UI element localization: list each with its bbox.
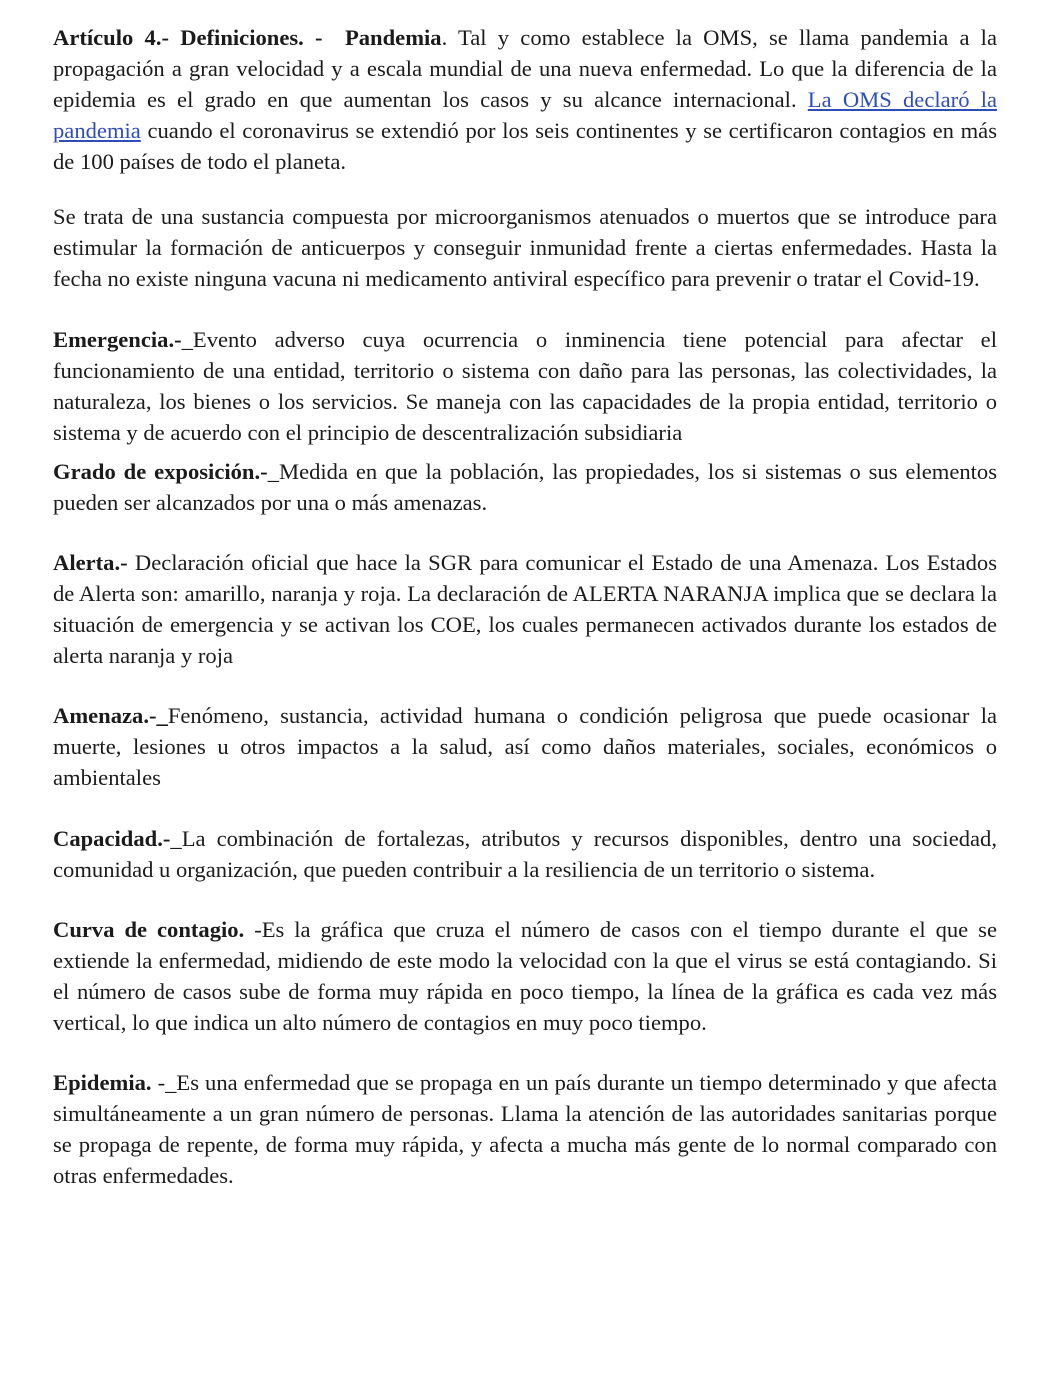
term-curva-contagio: Curva de contagio. — [53, 917, 245, 942]
capacidad-text: _La combinación de fortalezas, atributos y recursos disponibles, dentro una sociedad, comunidad u organización, que pueden contribuir a la resiliencia de un territorio o sistema. — [53, 826, 997, 882]
amenaza-text: Fenómeno, sustancia, actividad humana o condición peligrosa que puede ocasionar la muerte, lesiones u otros impactos a la salud, así como daños materiales, sociales, económicos o ambientales — [53, 703, 997, 790]
term-grado-exposicion: Grado de exposición.- — [53, 459, 268, 484]
term-capacidad: Capacidad.- — [53, 826, 171, 851]
oms-pandemia-link[interactable]: La OMS declaró la pandemia — [53, 87, 997, 143]
definition-vacuna: Se trata de una sustancia compuesta por microorganismos atenuados o muertos que se introduce para estimular la formación de anticuerpos y conseguir inmunidad frente a ciertas enfermedades. Hasta la fecha no existe ninguna vacuna ni medicamento antiviral específico para prevenir o tratar el Covid-19. — [53, 204, 997, 291]
term-pandemia: Pandemia — [344, 25, 442, 50]
term-amenaza: Amenaza.-_ — [53, 703, 168, 728]
document-page — [53, 22, 997, 1191]
emergencia-text: _Evento adverso cuya ocurrencia o inminencia tiene potencial para afectar el funcionamiento de una entidad, territorio o sistema con daño para las personas, las colectividades, la naturaleza, los bienes o los servicios. Se maneja con las capacidades de la propia entidad, territorio o sistema y de acuerdo con el principio de descentralización subsidiaria — [53, 327, 997, 445]
grado-exposicion-text: _Medida en que la población, las propiedades, los si sistemas o sus elementos pueden ser alcanzados por una o más amenazas. — [53, 459, 998, 515]
definition-grado-exposicion — [53, 456, 997, 518]
curva-contagio-text: -Es la gráfica que cruza el número de casos con el tiempo durante el que se extiende la enfermedad, midiendo de este modo la velocidad con la que el virus se está contagiando. Si el número de casos sube de forma muy rápida en poco tiempo, la línea de la gráfica es cada vez más vertical, lo que indica un alto número de contagios en muy poco tiempo. — [53, 917, 997, 1035]
term-alerta: Alerta.- — [53, 550, 128, 575]
definition-curva-contagio — [53, 914, 997, 1038]
definition-amenaza — [53, 700, 997, 793]
definition-capacidad — [53, 823, 997, 885]
epidemia-text: -_Es una enfermedad que se propaga en un país durante un tiempo determinado y que afecta simultáneamente a un gran número de personas. Llama la atención de las autoridades sanitarias porque se propaga de repente, de forma muy rápida, y afecta a mucha más gente de lo normal comparado con otras enfermedades. — [53, 1070, 997, 1188]
article-heading: Artículo 4.- Definiciones. - — [53, 25, 323, 50]
term-emergencia: Emergencia.- — [53, 327, 182, 352]
definition-epidemia — [53, 1067, 997, 1191]
pandemia-text-continued: cuando el coronavirus se extendió por los seis continentes y se certificaron contagios en más de 100 países de todo el planeta. — [53, 118, 997, 174]
pandemia-text: . Tal y como establece la OMS, se llama pandemia a la propagación a gran velocidad y a escala mundial de una nueva enfermedad. Lo que la diferencia de la epidemia es el grado en que aumentan los casos y su alcance internacional. — [53, 25, 997, 112]
term-epidemia: Epidemia. — [53, 1070, 152, 1095]
definition-pandemia — [53, 22, 997, 177]
alerta-text: Declaración oficial que hace la SGR para comunicar el Estado de una Amenaza. Los Estados de Alerta son: amarillo, naranja y roja. La declaración de ALERTA NARANJA implica que se declara la situación de emergencia y se activan los COE, los cuales permanecen activados durante los estados de alerta naranja y roja — [53, 550, 997, 668]
definition-alerta — [53, 547, 997, 671]
definition-emergencia — [53, 324, 997, 448]
